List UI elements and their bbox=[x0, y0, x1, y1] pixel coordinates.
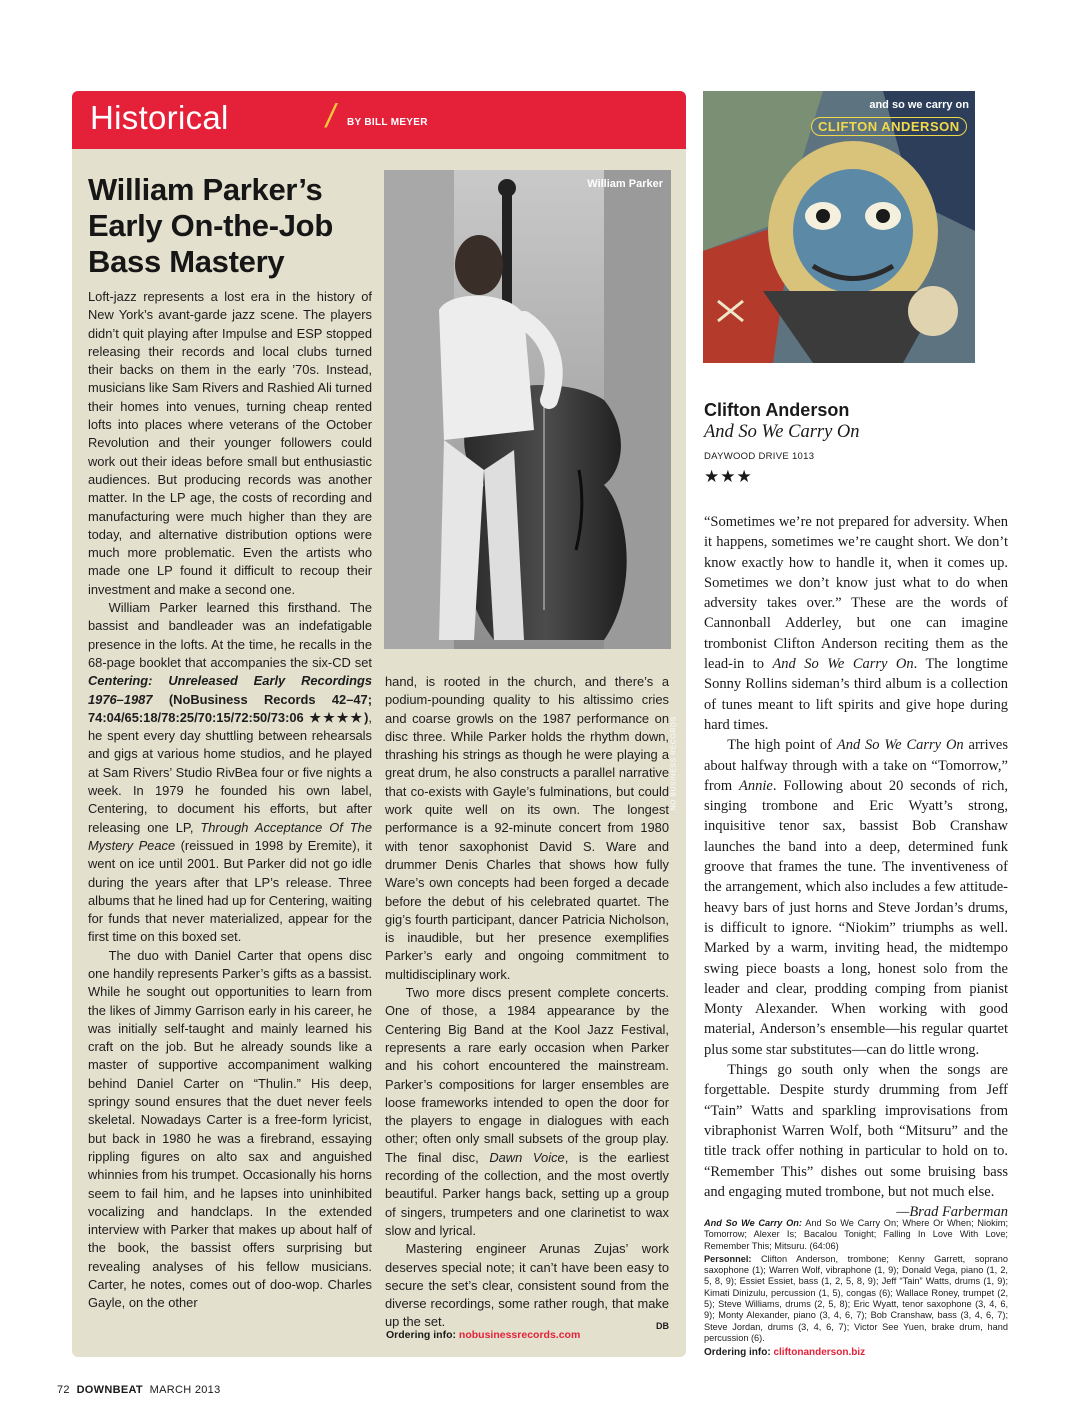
article-paragraph: The duo with Daniel Carter that opens disc one handily represents Parker’s gifts as a bassist. While he sought out opportunities to learn from the likes of Jimmy Garrison early in his career, he was initially self-taught and mainly learned his craft on the job. But he already sounds like a master of supportive accompaniment walking behind Daniel Carter on “Thulin.” His deep, springy sound ensures that the duet never feels skeletal. Nowadays Carter is a free-form lyricist, but back in 1980 he was a firebrand, essaying rippling figures on alto sax and anguished whinnies from his trumpet. Occasionally his horns seem to fail him, and he lapses into uninhibited vocalizing and handclaps. In the extended interview with Parker that makes up about half of the book, the bassist offers surprising but revealing analyses of his fellow musicians. Carter, he notes, comes out of doo-wop. Charles Gayle, on the other bbox=[88, 947, 372, 1311]
text-run: (reissued in 1998 by Eremite), it went on ice until 2001. But Parker did not go idle during the years after that LP’s release. Three albums that he lined had up for Centering, waiting for funds that never materialized, appear for the first time on this boxed set. bbox=[88, 837, 373, 945]
text-run: Mastering engineer Arunas Zujas’ work deserves special note; it can’t have been easy to secure the set’s clear, consistent sound from the diverse recordings, some rather rough, that make up the set. bbox=[385, 1241, 669, 1330]
article-column-2 bbox=[385, 673, 669, 1336]
magazine-name: DOWNBEAT bbox=[76, 1384, 143, 1396]
tracklist-label: And So We Carry On: bbox=[704, 1218, 802, 1228]
text-run: . The longtime Sonny Rollins sideman’s third album is a collection of tunes meant to lift spirits and give hope during hard times. bbox=[704, 656, 1008, 733]
article-paragraph bbox=[385, 984, 669, 1240]
review-album: And So We Carry On bbox=[704, 422, 860, 442]
text-run: The high point of bbox=[727, 737, 837, 754]
text-run: Things go south only when the songs are forgettable. Despite sturdy drumming from Jeff “Tain” Watts and sparkling improvisations from vibraphonist Warren Wolf, both “Mitsuru” and the title track offer nothing in particular to hold on to. “Remember This” dishes out some bruising bass and engaging muted trombone, but not much else. bbox=[704, 1062, 1008, 1200]
text-run: Two more discs present complete concerts. One of those, a 1984 appearance by the Centering Big Band at the Kool Jazz Festival, represents a rare early occasion when Parker and his cohort encountered the mainstream. Parker’s compositions for larger ensembles are loose frameworks intended to open the door for the players to engage in dialogues with each other; often only small subsets of the group play. The final disc, bbox=[385, 985, 669, 1165]
cover-tagline: and so we carry on bbox=[869, 99, 969, 111]
byline: BY BILL MEYER bbox=[347, 117, 428, 128]
william-parker-photo bbox=[384, 170, 678, 811]
ordering-label: Ordering info: bbox=[386, 1329, 459, 1341]
album-meta: (NoBusiness Records 42–47; 74:04/65:18/78:25/70:15/72:50/73:06 ★★★★) bbox=[88, 691, 372, 725]
photo-caption: William Parker bbox=[587, 178, 663, 190]
article-paragraph bbox=[385, 1240, 669, 1331]
ordering-link[interactable]: cliftonanderson.biz bbox=[773, 1347, 866, 1359]
cover-artist-name: CLIFTON ANDERSON bbox=[811, 117, 967, 136]
personnel bbox=[704, 1254, 1008, 1344]
review-rating-stars: ★★★ bbox=[704, 467, 753, 486]
review-body bbox=[704, 512, 1008, 1222]
section-slash: / bbox=[326, 97, 336, 134]
lp-title: Through Acceptance Of The Mystery Peace bbox=[88, 819, 372, 853]
text-run: . Following about 20 seconds of rich, singing trombone and Eric Wyatt’s strong, inquisitive tenor sax, bassist Bob Cranshaw launches the band into a deep, determined funk groove that frames the tune. The inventiveness of the arrangement, which also includes a few attitude-heavy bars of just horns and Steve Jordan’s drums, is difficult to ignore. “Niokim” triumphs as well. Marked by a warm, inviting head, the midtempo swing piece boasts a long, honest solo from the leader and clear, prodding comping from pianist Monty Alexander. When working with good material, Anderson’s ensemble—his regular quartet plus some star substitutes—can do little wrong. bbox=[704, 777, 1008, 1058]
text-run: arrives about halfway through with a take on “Tomorrow,” from bbox=[704, 737, 1008, 794]
article-paragraph: Loft-jazz represents a lost era in the history of New York’s avant-garde jazz scene. The players didn’t quit playing after Impulse and ESP stopped releasing their records and local clubs turned their backs on them in the early ’70s. Instead, musicians like Sam Rivers and Rashied Ali turned their homes into venues, turning cheap rented lofts into places where veterans of the October Revolution and their younger followers could work out their ideas before small but enthusiastic audiences. But producing records was another matter. In the LP age, the costs of recording and manufacturing were much higher than they are today, and alternative distribution options were much more problematic. Even the artists who made one LP found it difficult to recoup their investment and make a second one. bbox=[88, 289, 372, 597]
section-title: Historical bbox=[90, 99, 229, 136]
album-title: And So We Carry On bbox=[772, 656, 914, 673]
review-paragraph bbox=[704, 512, 1008, 735]
review-paragraph bbox=[704, 1060, 1008, 1221]
article-column-1 bbox=[88, 288, 372, 1313]
text-run: , he spent every day shuttling between rehearsals and gigs at various home studios, and he played at Sam Rivers’ Studio RivBea four or five nights a week. In 1979 he founded his own label, Centering, to document his efforts, but after releasing one LP, bbox=[88, 709, 372, 835]
page-number: 72 bbox=[57, 1384, 70, 1396]
review-label: DAYWOOD DRIVE 1013 bbox=[704, 451, 815, 462]
page-footer bbox=[57, 1384, 221, 1396]
text-run: , is the earliest recording of the collection, and the most overtly beautiful. Parker hangs back, setting up a group of singers, trumpeters and one clarinetist to wax slow and lyrical. bbox=[385, 1149, 669, 1238]
article-headline: William Parker’s Early On-the-Job Bass Mastery bbox=[88, 172, 333, 279]
album-title: Centering: Unreleased Early Recordings 1976–1987 bbox=[88, 673, 372, 707]
review-ordering-info bbox=[704, 1347, 1008, 1358]
show-title: Annie bbox=[739, 777, 773, 794]
disc-title: Dawn Voice bbox=[489, 1149, 565, 1165]
article-paragraph bbox=[88, 599, 372, 947]
article-signature: DB bbox=[656, 1321, 669, 1332]
tracklist bbox=[704, 1218, 1008, 1252]
review-artist: Clifton Anderson bbox=[704, 400, 850, 420]
album-cover bbox=[703, 91, 975, 363]
review-paragraph bbox=[704, 735, 1008, 1060]
article-paragraph: hand, is rooted in the church, and there’s a podium-pounding quality to his altissimo cries and coarse growls on the 1987 performance on disc three. While Parker holds the rhythm down, thrashing his strings as though he were playing a great drum, he also constructs a parallel narrative that co-exists with Gayle’s fulminations, but could work quite well on its own. The longest performance is a 92-minute concert from 1980 with tenor saxophonist David S. Ware and drummer Denis Charles that shows how fully Ware’s own concepts had been forged a decade before the debut of his celebrated quartet. The gig’s fourth participant, dancer Patricia Nicholson, is inaudible, but her presence exemplifies Parker’s early and ongoing commitment to multidisciplinary work. bbox=[385, 674, 669, 982]
article-ordering-info bbox=[386, 1329, 580, 1341]
text-run: William Parker learned this firsthand. The bassist and bandleader was an indefatigable presence in the lofts. At the time, he recalls in the 68-page booklet that accompanies the six-CD set bbox=[88, 600, 372, 670]
personnel-text: Clifton Anderson, trombone; Kenny Garrett, soprano saxophone (1); Warren Wolf, vibraphone (1, 9); Donald Vega, piano (1, 2, 5, 8, 9); Essiet Essiet, bass (1, 2, 5, 8, 9); Jeff “Tain” Watts, drums (1, 9); Kimati Dinizulu, percussion (1, 5), congas (6); Wallace Roney, trumpet (2, 5); Steve Williams, drums (2, 5, 8); Eric Wyatt, tenor saxophone (3, 4, 6, 9); Monty Alexander, piano (3, 4, 6, 7); Bob Cranshaw, bass (3, 4, 6, 7); Steve Jordan, drums (3, 4, 6, 7); Victor See Yuen, brake drum, hand percussion (6). bbox=[704, 1253, 1008, 1343]
ordering-link[interactable]: nobusinessrecords.com bbox=[458, 1329, 581, 1341]
review-credits bbox=[704, 1218, 1008, 1361]
issue-date: MARCH 2013 bbox=[149, 1384, 221, 1396]
personnel-label: Personnel: bbox=[704, 1253, 752, 1264]
section-banner bbox=[72, 91, 686, 149]
photo-credit: NO BUSINESS RECORDS bbox=[670, 716, 678, 811]
ordering-label: Ordering info: bbox=[704, 1347, 774, 1359]
photo-illustration bbox=[384, 170, 671, 649]
album-title: And So We Carry On bbox=[836, 737, 964, 754]
tracklist-text: And So We Carry On; Where Or When; Niokim; Tomorrow; Alexer Is; Bacalou Tonight; Falling In Love With Love; Remember This; Mitsuru. (64:06) bbox=[704, 1218, 1008, 1251]
text-run: “Sometimes we’re not prepared for adversity. When it happens, sometimes we’re caught short. We don’t know exactly how to handle it, when it comes up. Sometimes we don’t know just what to do when adversity takes over.” These are the words of Cannonball Adderley, but one can imagine trombonist Clifton Anderson reciting them as the lead-in to bbox=[704, 514, 1008, 673]
review-signature: —Brad Farberman bbox=[896, 1204, 1008, 1221]
